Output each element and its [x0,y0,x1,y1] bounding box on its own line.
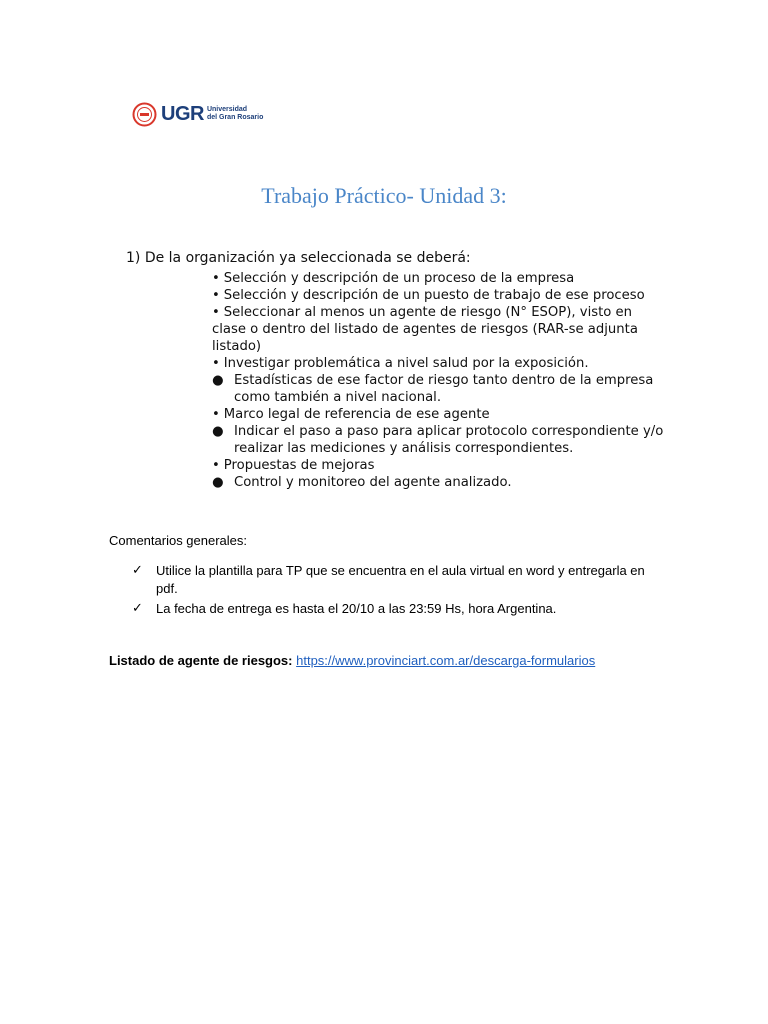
task-item [126,287,666,304]
task-block [126,250,666,491]
task-item [126,270,666,287]
task-item-text: Selección y descripción de un proceso de la empresa [223,271,575,286]
logo-subtitle-line1: Universidad [206,106,248,113]
check-icon: ✓ [132,601,143,616]
logo-subtitle-line2: del Gran Rosario [206,114,264,121]
task-item-text: Marco legal de referencia de ese agente [223,407,490,422]
reference-label: Listado de agente de riesgos: [109,653,293,668]
university-logo [132,100,263,128]
task-lead: 1) De la organización ya seleccionada se deberá: [126,250,471,266]
task-item [126,372,666,406]
comment-text: La fecha de entrega es hasta el 20/10 a las 23:59 Hs, hora Argentina. [156,601,557,616]
document-title: Trabajo Práctico- Unidad 3: [261,183,507,208]
task-item [126,406,666,423]
comment-item [132,600,652,618]
square-bullet-icon: • [212,305,220,320]
square-bullet-icon: • [212,271,220,286]
task-item [126,457,666,474]
task-item-text: Propuestas de mejoras [223,458,375,473]
square-bullet-icon: • [212,458,220,473]
square-bullet-icon: • [212,407,220,422]
task-item [126,304,666,355]
task-item-text: Seleccionar al menos un agente de riesgo (N° ESOP), visto en clase o dentro del listado de agentes de riesgos (RAR-se adjunta listado) [212,305,638,354]
logo-wordmark: UGR [161,102,204,125]
task-item-text: Indicar el paso a paso para aplicar protocolo correspondiente y/o realizar las mediciones y análisis correspondientes. [234,424,664,456]
task-item [126,474,666,491]
task-item [126,355,666,372]
bullet-icon: ● [212,424,224,439]
task-item [126,423,666,457]
reference-link[interactable]: https://www.provinciart.com.ar/descarga-formularios [296,653,596,668]
check-icon: ✓ [132,563,143,578]
comment-item [132,562,652,598]
task-item-text: Investigar problemática a nivel salud por la exposición. [223,356,589,371]
comment-text: Utilice la plantilla para TP que se encuentra en el aula virtual en word y entregarla en pdf. [156,563,645,596]
square-bullet-icon: • [212,288,220,303]
task-item-text: Selección y descripción de un puesto de trabajo de ese proceso [223,288,645,303]
bullet-icon: ● [212,475,224,490]
task-list [126,270,666,491]
comments-heading: Comentarios generales: [109,533,248,548]
university-seal-icon [132,102,157,127]
bullet-icon: ● [212,373,224,388]
logo-subtitle [207,106,263,122]
task-item-text: Estadísticas de ese factor de riesgo tanto dentro de la empresa como también a nivel nacional. [234,373,654,405]
comments-list [132,562,652,620]
task-item-text: Control y monitoreo del agente analizado. [234,475,512,490]
reference-line [109,653,595,668]
square-bullet-icon: • [212,356,220,371]
